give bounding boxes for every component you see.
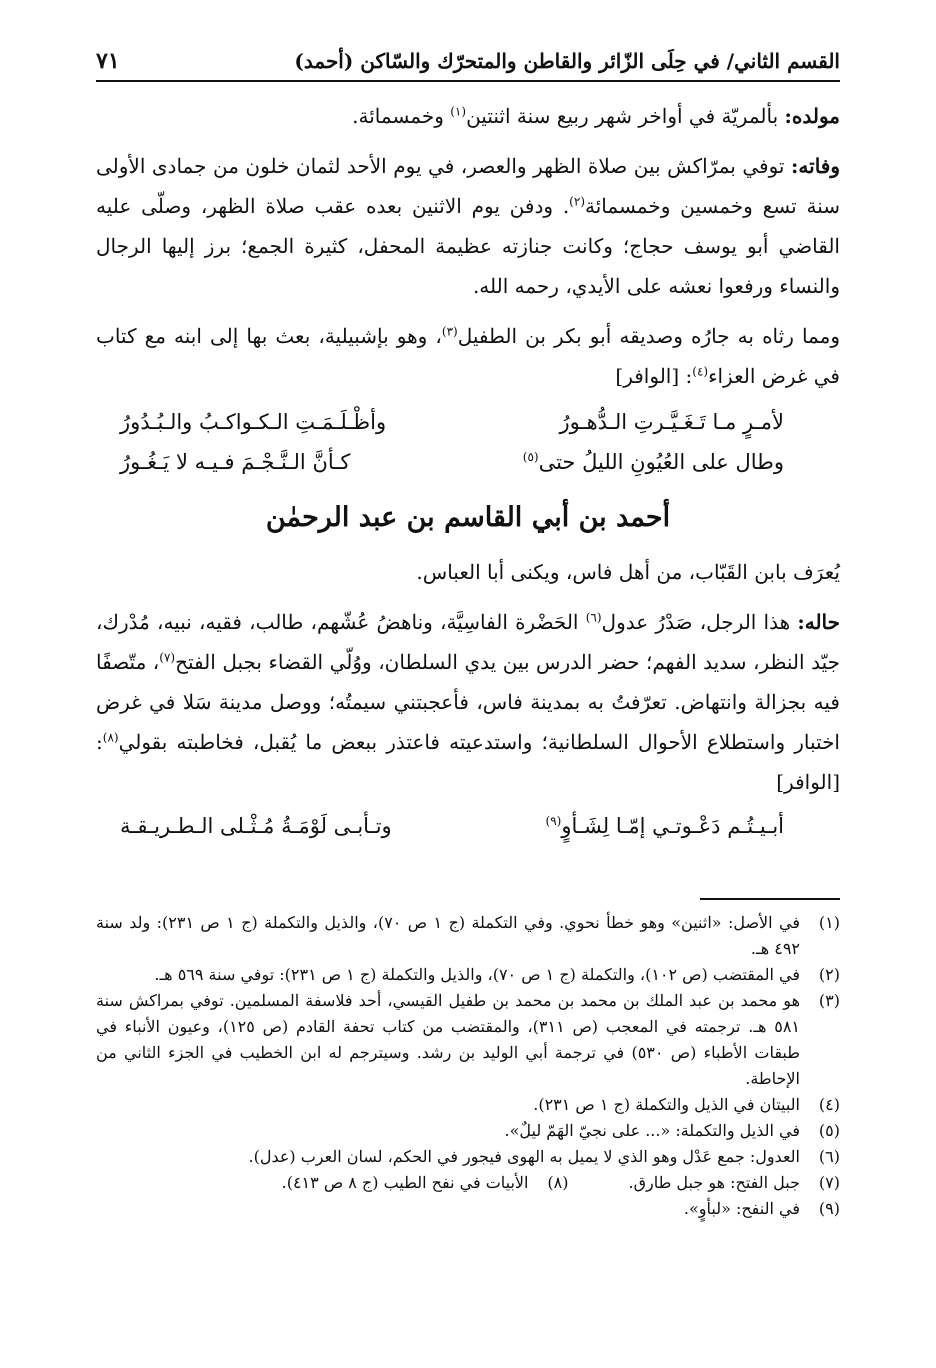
footnote-ref-2[interactable]: (٢) (569, 194, 585, 209)
paragraph-birth (96, 96, 840, 136)
text-elegy: ومما رثاه به جارُه وصديقه أبو بكر بن الطفيل (457, 324, 840, 348)
footnote-text: في النفح: «لبأوٍ». (683, 1199, 800, 1218)
footnote-ref-3[interactable]: (٣) (441, 324, 458, 339)
footnote-5 (96, 1118, 840, 1144)
footnote-number: (٥) (818, 1121, 840, 1140)
lead-birth: مولده: (784, 104, 840, 128)
footnote-text: الأبيات في نفح الطيب (ج ٨ ص ٤١٣). (281, 1173, 529, 1192)
footnote-number: (٦) (818, 1147, 840, 1166)
section-title: أحمد بن أبي القاسم بن عبد الرحمٰن (265, 502, 671, 533)
hemistich-first (523, 442, 784, 482)
text-death: توفي بمرّاكش بين صلاة الظهر والعصر، في يوم الأحد لثمان خلون من جمادى الأولى سنة تسع وخمسين وخمسمائة (96, 154, 840, 218)
text-birth: بألمريّة في أواخر شهر ربيع سنة اثنتين (466, 104, 785, 128)
footnote-separator (700, 898, 840, 900)
footnote-number: (١) (818, 913, 840, 932)
footnote-4 (96, 1092, 840, 1118)
running-title: القسم الثاني/ في حِلَى الزّائر والقاطن والمتحرّك والسّاكن (أحمد) (294, 49, 840, 73)
hemistich-text: وطال على العُيُونِ الليلُ حتى (538, 450, 784, 474)
text-status: هذا الرجل، صَدْرُ عدول (601, 610, 798, 634)
paragraph-status (96, 602, 840, 802)
footnote-9 (96, 1196, 840, 1222)
footnote-number: (٤) (818, 1095, 840, 1114)
footnote-text: هو محمد بن عبد الملك بن محمد بن محمد بن طفيل القيسي، أحد فلاسفة المسلمين. توفي بمراكش سنة ٥٨١ هـ. ترجمته في المعجب (ص ٣١١)، والمقتضب من كتاب تحفة القادم (ص ١٢٥)، وعيون الأنباء في طبقات الأطباء (ص ٥٣٠) في ترجمة أبي الوليد بن رشد. وسيترجم له ابن الخطيب في الجزء الثاني من الإحاطة. (96, 991, 800, 1088)
footnote-ref-1[interactable]: (١) (450, 104, 467, 119)
footnote-number: (٣) (818, 991, 840, 1010)
footnote-text: البيتان في الذيل والتكملة (ج ١ ص ٢٣١). (533, 1095, 800, 1114)
footnote-8 (282, 1170, 569, 1196)
footnote-7 (628, 1170, 840, 1196)
footnote-1 (96, 910, 840, 962)
hemistich-first (546, 806, 784, 846)
paragraph-death (96, 146, 840, 306)
verse-line-3 (96, 806, 840, 846)
text-elegy-tail: : [الوافر] (615, 364, 693, 388)
hemistich-first: لأمـرٍ مـا تَـغَـيَّـرتِ الـدُّهـورُ (559, 410, 784, 434)
page-number: ٧١ (96, 48, 120, 74)
footnote-ref-9[interactable]: (٩) (545, 814, 562, 828)
footnote-ref-7[interactable]: (٧) (159, 650, 176, 665)
hemistich-second: كـأنَّ الـنَّـجْـمَ فـيـه لا يَـغُـورُ (120, 450, 351, 474)
footnote-ref-6[interactable]: (٦) (585, 610, 602, 625)
running-header (96, 48, 840, 82)
paragraph-identity (96, 552, 840, 592)
paragraph-elegy (96, 316, 840, 396)
footnote-ref-5[interactable]: (٥) (522, 450, 539, 464)
text-identity: يُعرَف بابن القَبّاب، من أهل فاس، ويكنى أبا العباس. (416, 560, 840, 584)
footnote-number: (٢) (818, 965, 840, 984)
footnote-text: العدول: جمع عَدْل وهو الذي لا يميل به الهوى فيجور في الحكم، لسان العرب (عدل). (248, 1147, 800, 1166)
footnote-text: في المقتضب (ص ١٠٢)، والتكملة (ج ١ ص ٧٠)، والذيل والتكملة (ج ١ ص ٢٣١): توفي سنة ٥٦٩ هـ. (154, 965, 800, 984)
footnote-text: في الذيل والتكملة: «... على نجيّ الهَمّ ليلٌ». (504, 1121, 800, 1140)
text-birth-tail: وخمسمائة. (352, 104, 451, 128)
verse-line-1 (96, 402, 840, 442)
text-status-tail: : [الوافر] (96, 730, 840, 794)
lead-death: وفاته: (791, 154, 840, 178)
text-status-mid: الحَضْرة الفاسِيَّة، وناهضُ عُشّهم، طالب، فقيه، نبيه، مُدْرك، جيّد النظر، سديد الفهم؛ حضر الدرس بين يدي السلطان، ووُلّي القضاء بجبل الفتح (96, 610, 840, 674)
footnote-2 (96, 962, 840, 988)
lead-status: حاله: (797, 610, 840, 634)
footnote-text: جبل الفتح: هو جبل طارق. (628, 1173, 800, 1192)
text-death-tail: . ودفن يوم الاثنين بعده عقب صلاة الظهر، وصلّى عليه القاضي أبو يوسف حجاج؛ وكانت جنازته عظيمة المحفل، كثيرة الجمع؛ برز إليها الرجال والنساء ورفعوا نعشه على الأيدي، رحمه الله. (96, 194, 840, 298)
hemistich-text: أبـيـتُـم دَعْـوتـي إمّـا لِشَـأوٍ (561, 814, 784, 838)
footnotes (96, 910, 840, 1222)
footnote-number: (٩) (818, 1199, 840, 1218)
footnote-text: في الأصل: «اثنين» وهو خطأ نحوي. وفي التكملة (ج ١ ص ٧٠)، والذيل والتكملة (ج ١ ص ٢٣١): ولد سنة ٤٩٢ هـ. (96, 913, 801, 958)
footnote-ref-4[interactable]: (٤) (692, 364, 709, 379)
hemistich-second: وأظْـلَـمَـتِ الـكـواكـبُ والـبُـدُورُ (120, 410, 387, 434)
footnote-number: (٨) (547, 1173, 569, 1192)
page (96, 48, 840, 846)
footnote-6 (96, 1144, 840, 1170)
text-status-mid2: ، متّصفًا فيه بجزالة وانتهاض. تعرّفتُ به بمدينة فاس، فأعجبتني سيمتُه؛ ووصل مدينة سَلا في غرض اختبار واستطلاع الأحوال السلطانية؛ واستدعيته فاعتذر ببعض ما يُقبل، فخاطبته بقولي (96, 650, 840, 754)
footnote-3 (96, 988, 840, 1092)
text-elegy-mid: ، وهو بإشبيلية، بعث بها إلى ابنه مع كتاب في غرض العزاء (96, 324, 840, 388)
footnote-row-7-8 (96, 1170, 840, 1196)
hemistich-second: وتـأبـى لَوْمَـةُ مُـثْـلى الـطـريـقـة (120, 814, 392, 838)
verse-line-2 (96, 442, 840, 482)
footnote-number: (٧) (818, 1173, 840, 1192)
footnote-ref-8[interactable]: (٨) (102, 730, 119, 745)
